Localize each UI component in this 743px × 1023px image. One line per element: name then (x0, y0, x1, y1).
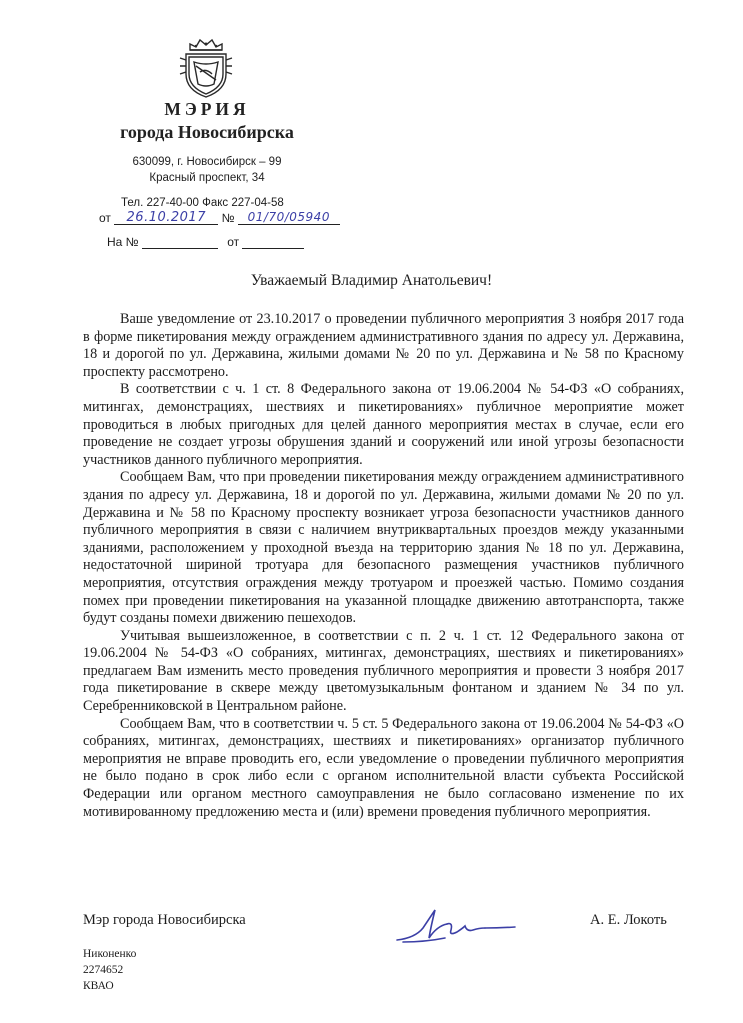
letter-body (83, 311, 684, 821)
reply-row (107, 234, 304, 249)
org-subtitle: города Новосибирска (120, 122, 294, 142)
executor-dept: КВАО (83, 980, 114, 992)
reply-number-blank (142, 234, 218, 249)
handwritten-signature (395, 898, 520, 948)
salutation: Уважаемый Владимир Анатольевич! (250, 272, 493, 289)
registration-row (99, 210, 340, 225)
org-title: МЭРИЯ (164, 99, 250, 119)
number-label: № (221, 211, 235, 225)
date-field (114, 210, 218, 225)
paragraph: Ваше уведомление от 23.10.2017 о проведении публичного мероприятия 3 ноября 2017 года в форме пикетирования между ограждением административного здания по адресу ул. Державина, 18 и дорогой по ул. Державина, жилыми домами № 20 по ул. Державина и № 58 по Красному проспекту рассмотрено. (83, 311, 684, 380)
number-field (238, 210, 340, 225)
paragraph: В соответствии с ч. 1 ст. 8 Федерального закона от 19.06.2004 № 54-ФЗ «О собраниях, митингах, демонстрациях, шествиях и пикетированиях» публичное мероприятие может проводиться в любых пригодных для целей данного мероприятия местах в случае, если его проведение не создает угрозы обрушения зданий и сооружений или иной угрозы безопасности участников данного публичного мероприятия. (83, 381, 684, 468)
reply-date-blank (242, 234, 304, 249)
handwritten-number: 01/70/05940 (247, 210, 330, 224)
reply-number-label: На № (107, 235, 139, 249)
handwritten-date: 26.10.2017 (126, 210, 206, 225)
paragraph: Сообщаем Вам, что в соответствии ч. 5 ст. 5 Федерального закона от 19.06.2004 № 54-ФЗ «О собраниях, митингах, демонстрациях, шествиях и пикетированиях» организатор публичного мероприятия не вправе проводить его, если уведомление о проведении публичного мероприятия не было подано в срок либо если с органом исполнительной власти субъекта Российской Федерации или органом местного самоуправления не было согласовано изменение по их мотивированному предложению места и (или) времени проведения публичного мероприятия. (83, 715, 684, 820)
executor-name: Никоненко (83, 948, 137, 960)
signer-name: А. Е. Локоть (590, 912, 667, 928)
paragraph: Сообщаем Вам, что при проведении пикетирования между ограждением административного здания по адресу ул. Державина, 18 и дорогой по ул. Державина, жилыми домами № 20 по ул. Державина и № 58 по Красному проспекту возникает угроза безопасности участников данного публичного мероприятия в связи с наличием внутриквартальных проездов между указанными зданиями, расположением у проходной въезда на территорию здания № 18 по ул. Державина, недостаточной шириной тротуара для безопасного размещения участников публичного мероприятия, отсутствия ограждения между тротуаром и проезжей частью. Помимо создания помех при проведении пикетирования на указанной площадке движению автотранспорта, также будут созданы помехи движению пешеходов. (83, 469, 684, 627)
address-line-1: 630099, г. Новосибирск – 99 (132, 156, 282, 168)
address-line-2: Красный проспект, 34 (149, 172, 265, 184)
signer-title: Мэр города Новосибирска (83, 912, 246, 928)
paragraph: Учитывая вышеизложенное, в соответствии с п. 2 ч. 1 ст. 12 Федерального закона от 19.06.2004 № 54-ФЗ «О собраниях, митингах, демонстрациях, шествиях и пикетированиях» предлагаем Вам изменить место проведения публичного мероприятия и провести 3 ноября 2017 года пикетирование в сквере между цветомузыкальным фонтаном и зданием № 34 по ул. Серебренниковской в Центральном районе. (83, 627, 684, 715)
city-emblem-icon (176, 36, 236, 100)
reply-date-label: от (227, 235, 240, 249)
from-label: от (99, 211, 111, 225)
executor-phone: 2274652 (83, 964, 124, 976)
phone-line: Тел. 227-40-00 Факс 227-04-58 (121, 197, 284, 209)
